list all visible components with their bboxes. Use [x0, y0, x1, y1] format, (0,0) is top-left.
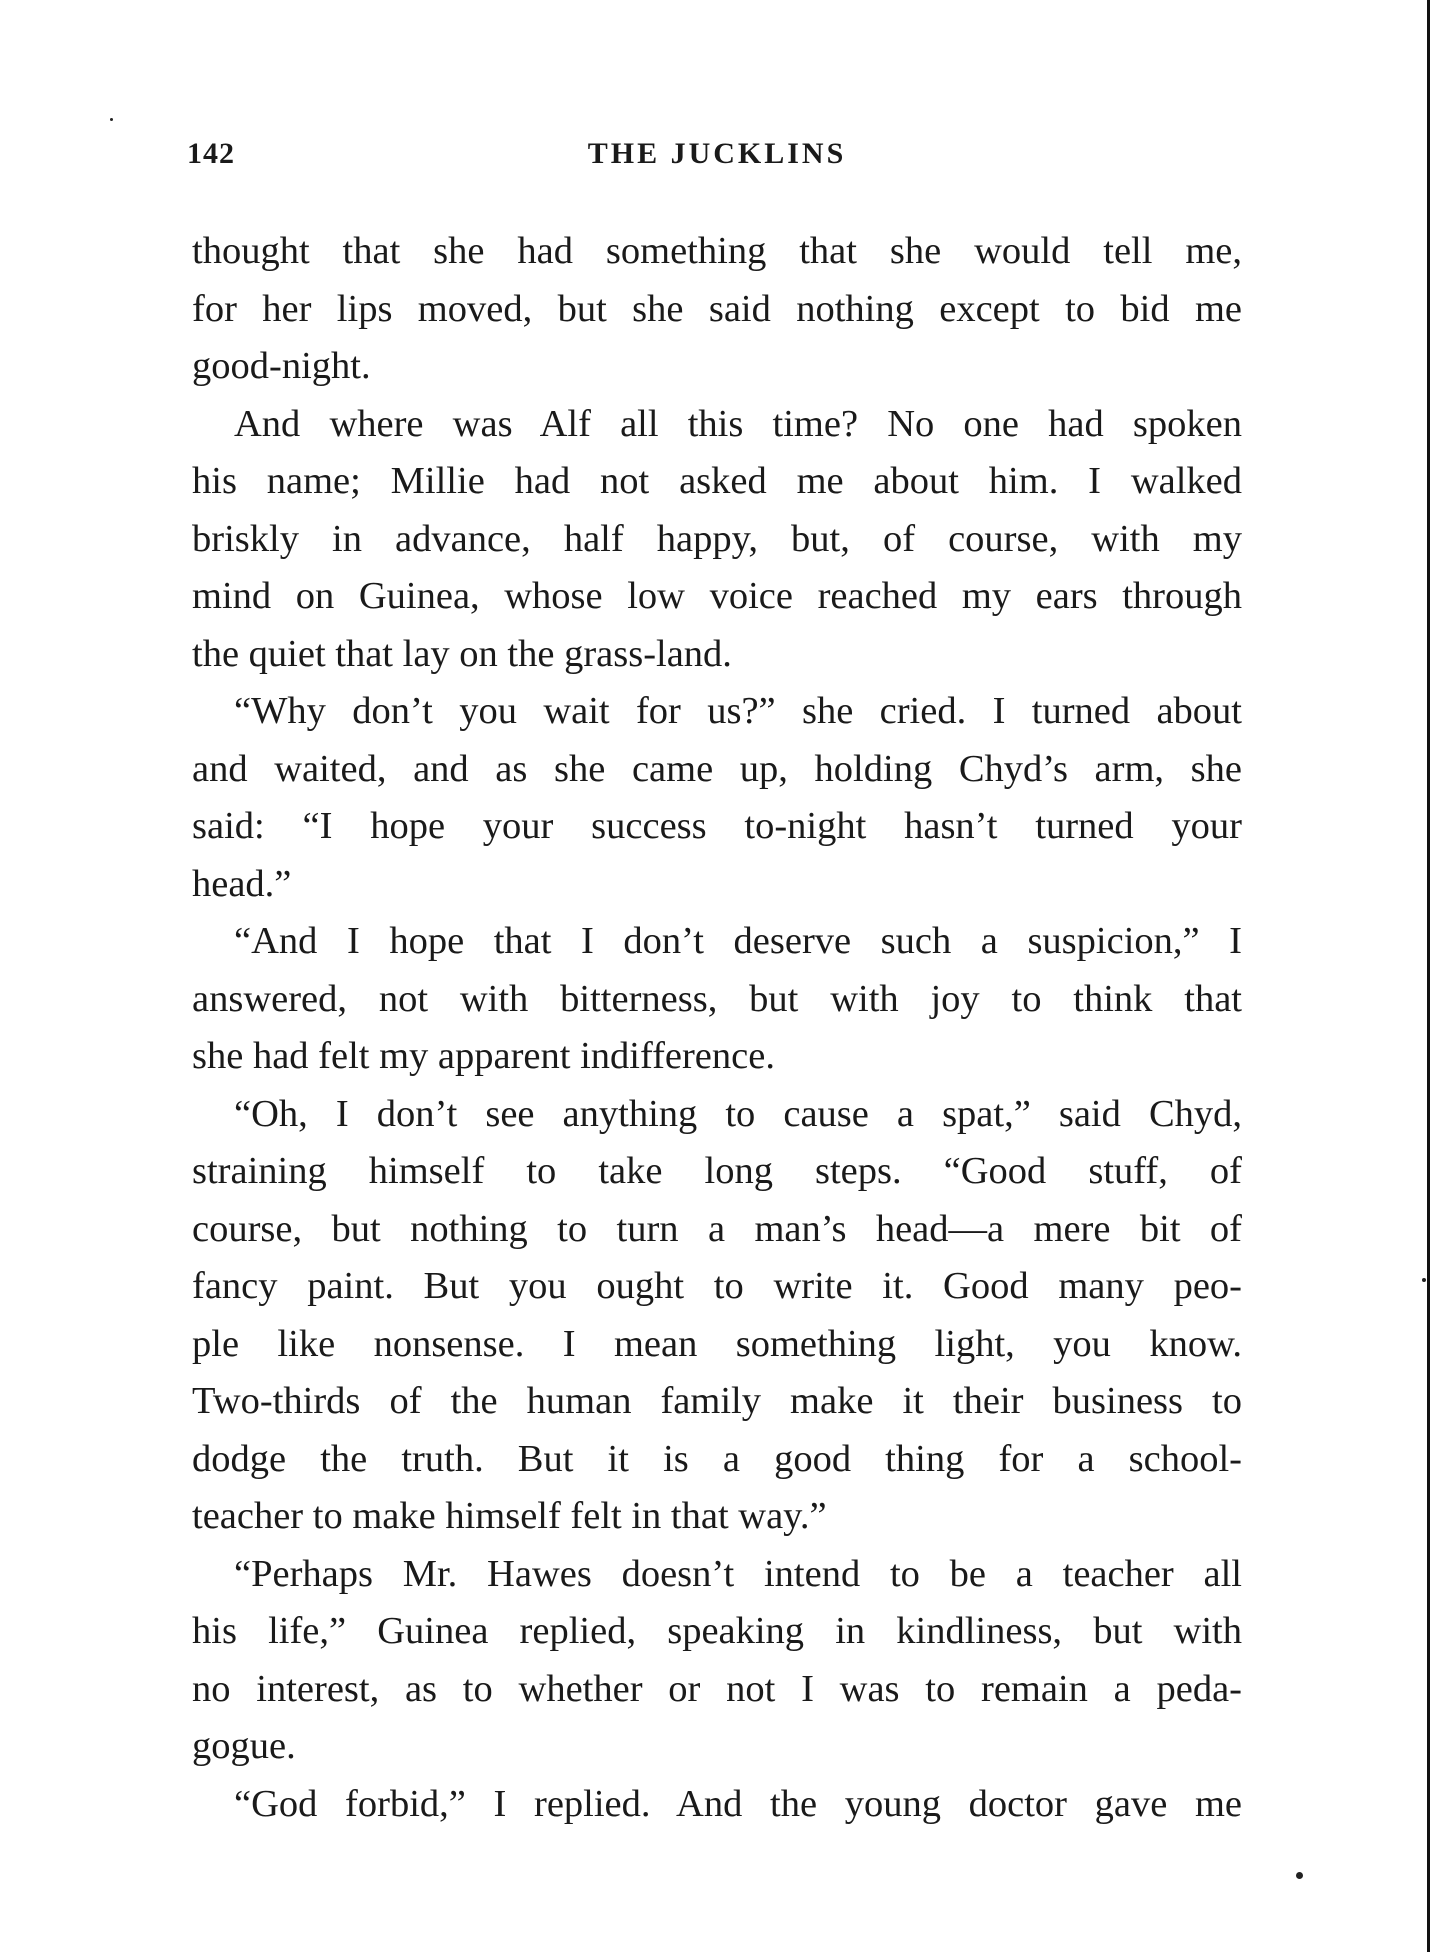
body-text	[192, 223, 1242, 1833]
running-head	[187, 137, 1247, 179]
text-line: “And I hope that I don’t deserve such a suspicion,” I	[234, 920, 1242, 962]
text-line: straining himself to take long steps. “Good stuff, of	[192, 1150, 1242, 1192]
text-line: “Perhaps Mr. Hawes doesn’t intend to be a teacher all	[234, 1552, 1242, 1595]
text-line: thought that she had something that she would tell me,	[192, 230, 1242, 272]
text-line: his name; Millie had not asked me about him. I walked	[192, 460, 1242, 502]
text-line: mind on Guinea, whose low voice reached my ears through	[192, 575, 1242, 617]
text-line: said: “I hope your success to-night hasn’t turned your	[192, 805, 1242, 847]
text-line: head.”	[192, 862, 292, 905]
text-line: no interest, as to whether or not I was to remain a peda-	[192, 1667, 1242, 1710]
ink-speck	[1422, 1278, 1426, 1282]
text-line: for her lips moved, but she said nothing except to bid me	[192, 287, 1242, 330]
text-line: the quiet that lay on the grass-land.	[192, 632, 732, 675]
text-line: “Oh, I don’t see anything to cause a spat,” said Chyd,	[234, 1092, 1242, 1135]
text-line: And where was Alf all this time? No one had spoken	[234, 402, 1242, 445]
text-line: dodge the truth. But it is a good thing for a school-	[192, 1437, 1242, 1480]
text-line: she had felt my apparent indifference.	[192, 1035, 775, 1077]
text-line: fancy paint. But you ought to write it. Good many peo-	[192, 1265, 1242, 1307]
ink-speck	[110, 118, 113, 121]
text-line: answered, not with bitterness, but with joy to think that	[192, 977, 1242, 1020]
text-line: gogue.	[192, 1725, 296, 1767]
running-title: THE JUCKLINS	[587, 137, 847, 170]
text-line: good-night.	[192, 345, 371, 387]
text-line: “God forbid,” I replied. And the young doctor gave me	[234, 1782, 1242, 1825]
text-line: ple like nonsense. I mean something light, you know.	[192, 1322, 1242, 1365]
text-line: his life,” Guinea replied, speaking in kindliness, but with	[192, 1610, 1242, 1652]
text-line: briskly in advance, half happy, but, of course, with my	[192, 517, 1242, 560]
ink-speck	[1296, 1872, 1303, 1879]
text-line: and waited, and as she came up, holding Chyd’s arm, she	[192, 747, 1242, 790]
page-number: 142	[187, 137, 235, 170]
text-line: course, but nothing to turn a man’s head—a mere bit of	[192, 1207, 1242, 1250]
page-edge-rule	[1427, 0, 1430, 1952]
text-line: “Why don’t you wait for us?” she cried. I turned about	[234, 690, 1242, 732]
text-line: Two-thirds of the human family make it their business to	[192, 1380, 1242, 1422]
text-line: teacher to make himself felt in that way.”	[192, 1495, 827, 1537]
